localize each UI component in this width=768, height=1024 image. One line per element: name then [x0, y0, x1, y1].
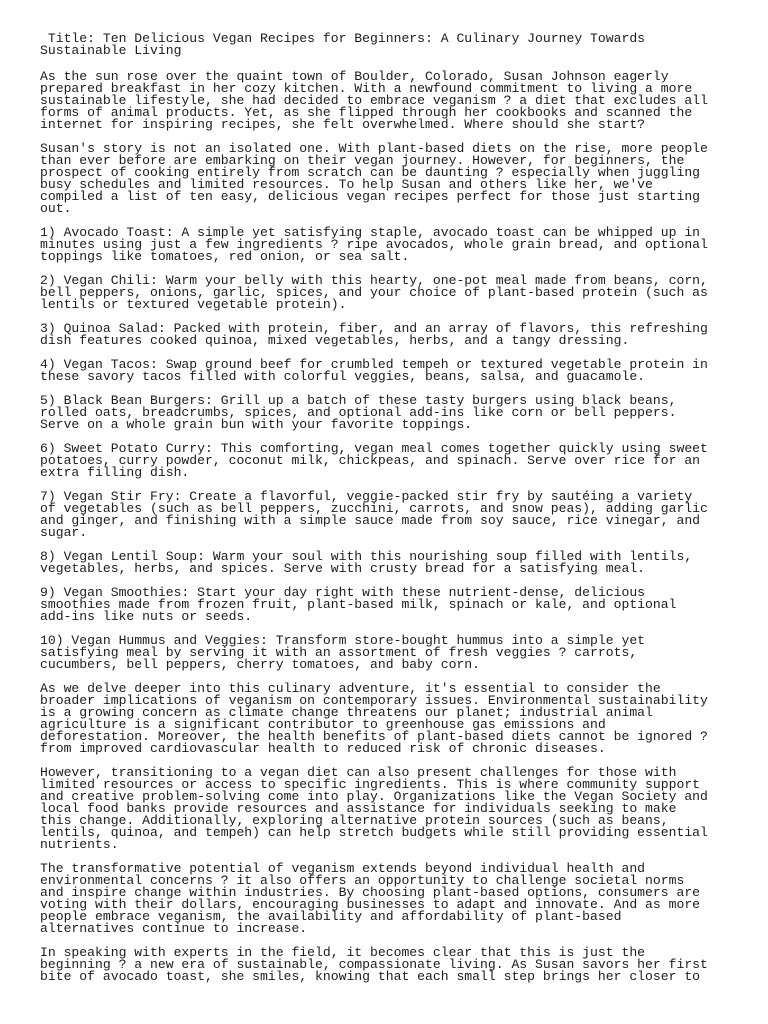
- closing-paragraph: In speaking with experts in the field, it becomes clear that this is just the beginning ? a new era of sustainable, compassionate living. As Susan savors her first bite of avocado toast, she smiles, knowing that each small step brings her closer to: [40, 945, 708, 984]
- recipe-item: 8) Vegan Lentil Soup: Warm your soul with this nourishing soup filled with lentils, vegetables, herbs, and spices. Serve with crusty bread for a satisfying meal.: [40, 549, 693, 576]
- recipe-item: 6) Sweet Potato Curry: This comforting, vegan meal comes together quickly using sweet potatoes, curry powder, coconut milk, chickpeas, and spinach. Serve over rice for an extra filling dish.: [40, 441, 708, 480]
- document-page: [40, 33, 710, 995]
- transformation-paragraph: The transformative potential of veganism extends beyond individual health and environmental concerns ? it also offers an opportunity to challenge societal norms and inspire change within industries. By choosing plant-based options, consumers are voting with their dollars, encouraging businesses to adapt and innovate. And as more people embrace veganism, the availability and affordability of plant-based alternatives continue to increase.: [40, 861, 701, 936]
- recipe-item: 4) Vegan Tacos: Swap ground beef for crumbled tempeh or textured vegetable protein in these savory tacos filled with colorful veggies, beans, salsa, and guacamole.: [40, 357, 708, 384]
- context-paragraph: Susan's story is not an isolated one. With plant-based diets on the rise, more people than ever before are embarking on their vegan journey. However, for beginners, the prospect of cooking entirely from scratch can be daunting ? especially when juggling busy schedules and limited resources. To help Susan and others like her, we've compiled a list of ten easy, delicious vegan recipes perfect for those just starting out.: [40, 141, 708, 216]
- recipe-item: 9) Vegan Smoothies: Start your day right with these nutrient-dense, delicious smoothies made from frozen fruit, plant-based milk, spinach or kale, and optional add-ins like nuts or seeds.: [40, 585, 677, 624]
- recipe-item: 2) Vegan Chili: Warm your belly with this hearty, one-pot meal made from beans, corn, bell peppers, onions, garlic, spices, and your choice of plant-based protein (such as lentils or textured vegetable protein).: [40, 273, 708, 312]
- intro-paragraph: As the sun rose over the quaint town of Boulder, Colorado, Susan Johnson eagerly prepared breakfast in her cozy kitchen. With a newfound commitment to living a more sustainable lifestyle, she had decided to embrace veganism ? a diet that excludes all forms of animal products. Yet, as she flipped through her cookbooks and scanned the internet for inspiring recipes, she felt overwhelmed. Where should she start?: [40, 69, 708, 132]
- recipe-item: 5) Black Bean Burgers: Grill up a batch of these tasty burgers using black beans, rolled oats, breadcrumbs, spices, and optional add-ins like corn or bell peppers. Serve on a whole grain bun with your favorite toppings.: [40, 393, 677, 432]
- recipe-item: 10) Vegan Hummus and Veggies: Transform store-bought hummus into a simple yet satisfying meal by serving it with an assortment of fresh veggies ? carrots, cucumbers, bell peppers, cherry tomatoes, and baby corn.: [40, 633, 646, 672]
- implications-paragraph: As we delve deeper into this culinary adventure, it's essential to consider the broader implications of veganism on contemporary issues. Environmental sustainability is a growing concern as climate change threatens our planet; industrial animal agriculture is a significant contributor to greenhouse gas emissions and deforestation. Moreover, the health benefits of plant-based diets cannot be ignored ? from improved cardiovascular health to reduced risk of chronic diseases.: [40, 681, 708, 756]
- recipe-item: 1) Avocado Toast: A simple yet satisfying staple, avocado toast can be whipped up in minutes using just a few ingredients ? ripe avocados, whole grain bread, and optional toppings like tomatoes, red onion, or sea salt.: [40, 225, 708, 264]
- recipe-item: 7) Vegan Stir Fry: Create a flavorful, veggie-packed stir fry by sautéing a variety of vegetables (such as bell peppers, zucchini, carrots, and snow peas), adding garlic and ginger, and finishing with a simple sauce made from soy sauce, rice vinegar, and sugar.: [40, 489, 708, 540]
- challenges-paragraph: However, transitioning to a vegan diet can also present challenges for those with limited resources or access to specific ingredients. This is where community support and creative problem-solving come into play. Organizations like the Vegan Society and local food banks provide resources and assistance for individuals seeking to make this change. Additionally, exploring alternative protein sources (such as beans, lentils, quinoa, and tempeh) can help stretch budgets while still providing essential nutrients.: [40, 765, 708, 852]
- document-title: Title: Ten Delicious Vegan Recipes for Beginners: A Culinary Journey Towards Sustainable Living: [40, 31, 653, 58]
- recipe-item: 3) Quinoa Salad: Packed with protein, fiber, and an array of flavors, this refreshing dish features cooked quinoa, mixed vegetables, herbs, and a tangy dressing.: [40, 321, 708, 348]
